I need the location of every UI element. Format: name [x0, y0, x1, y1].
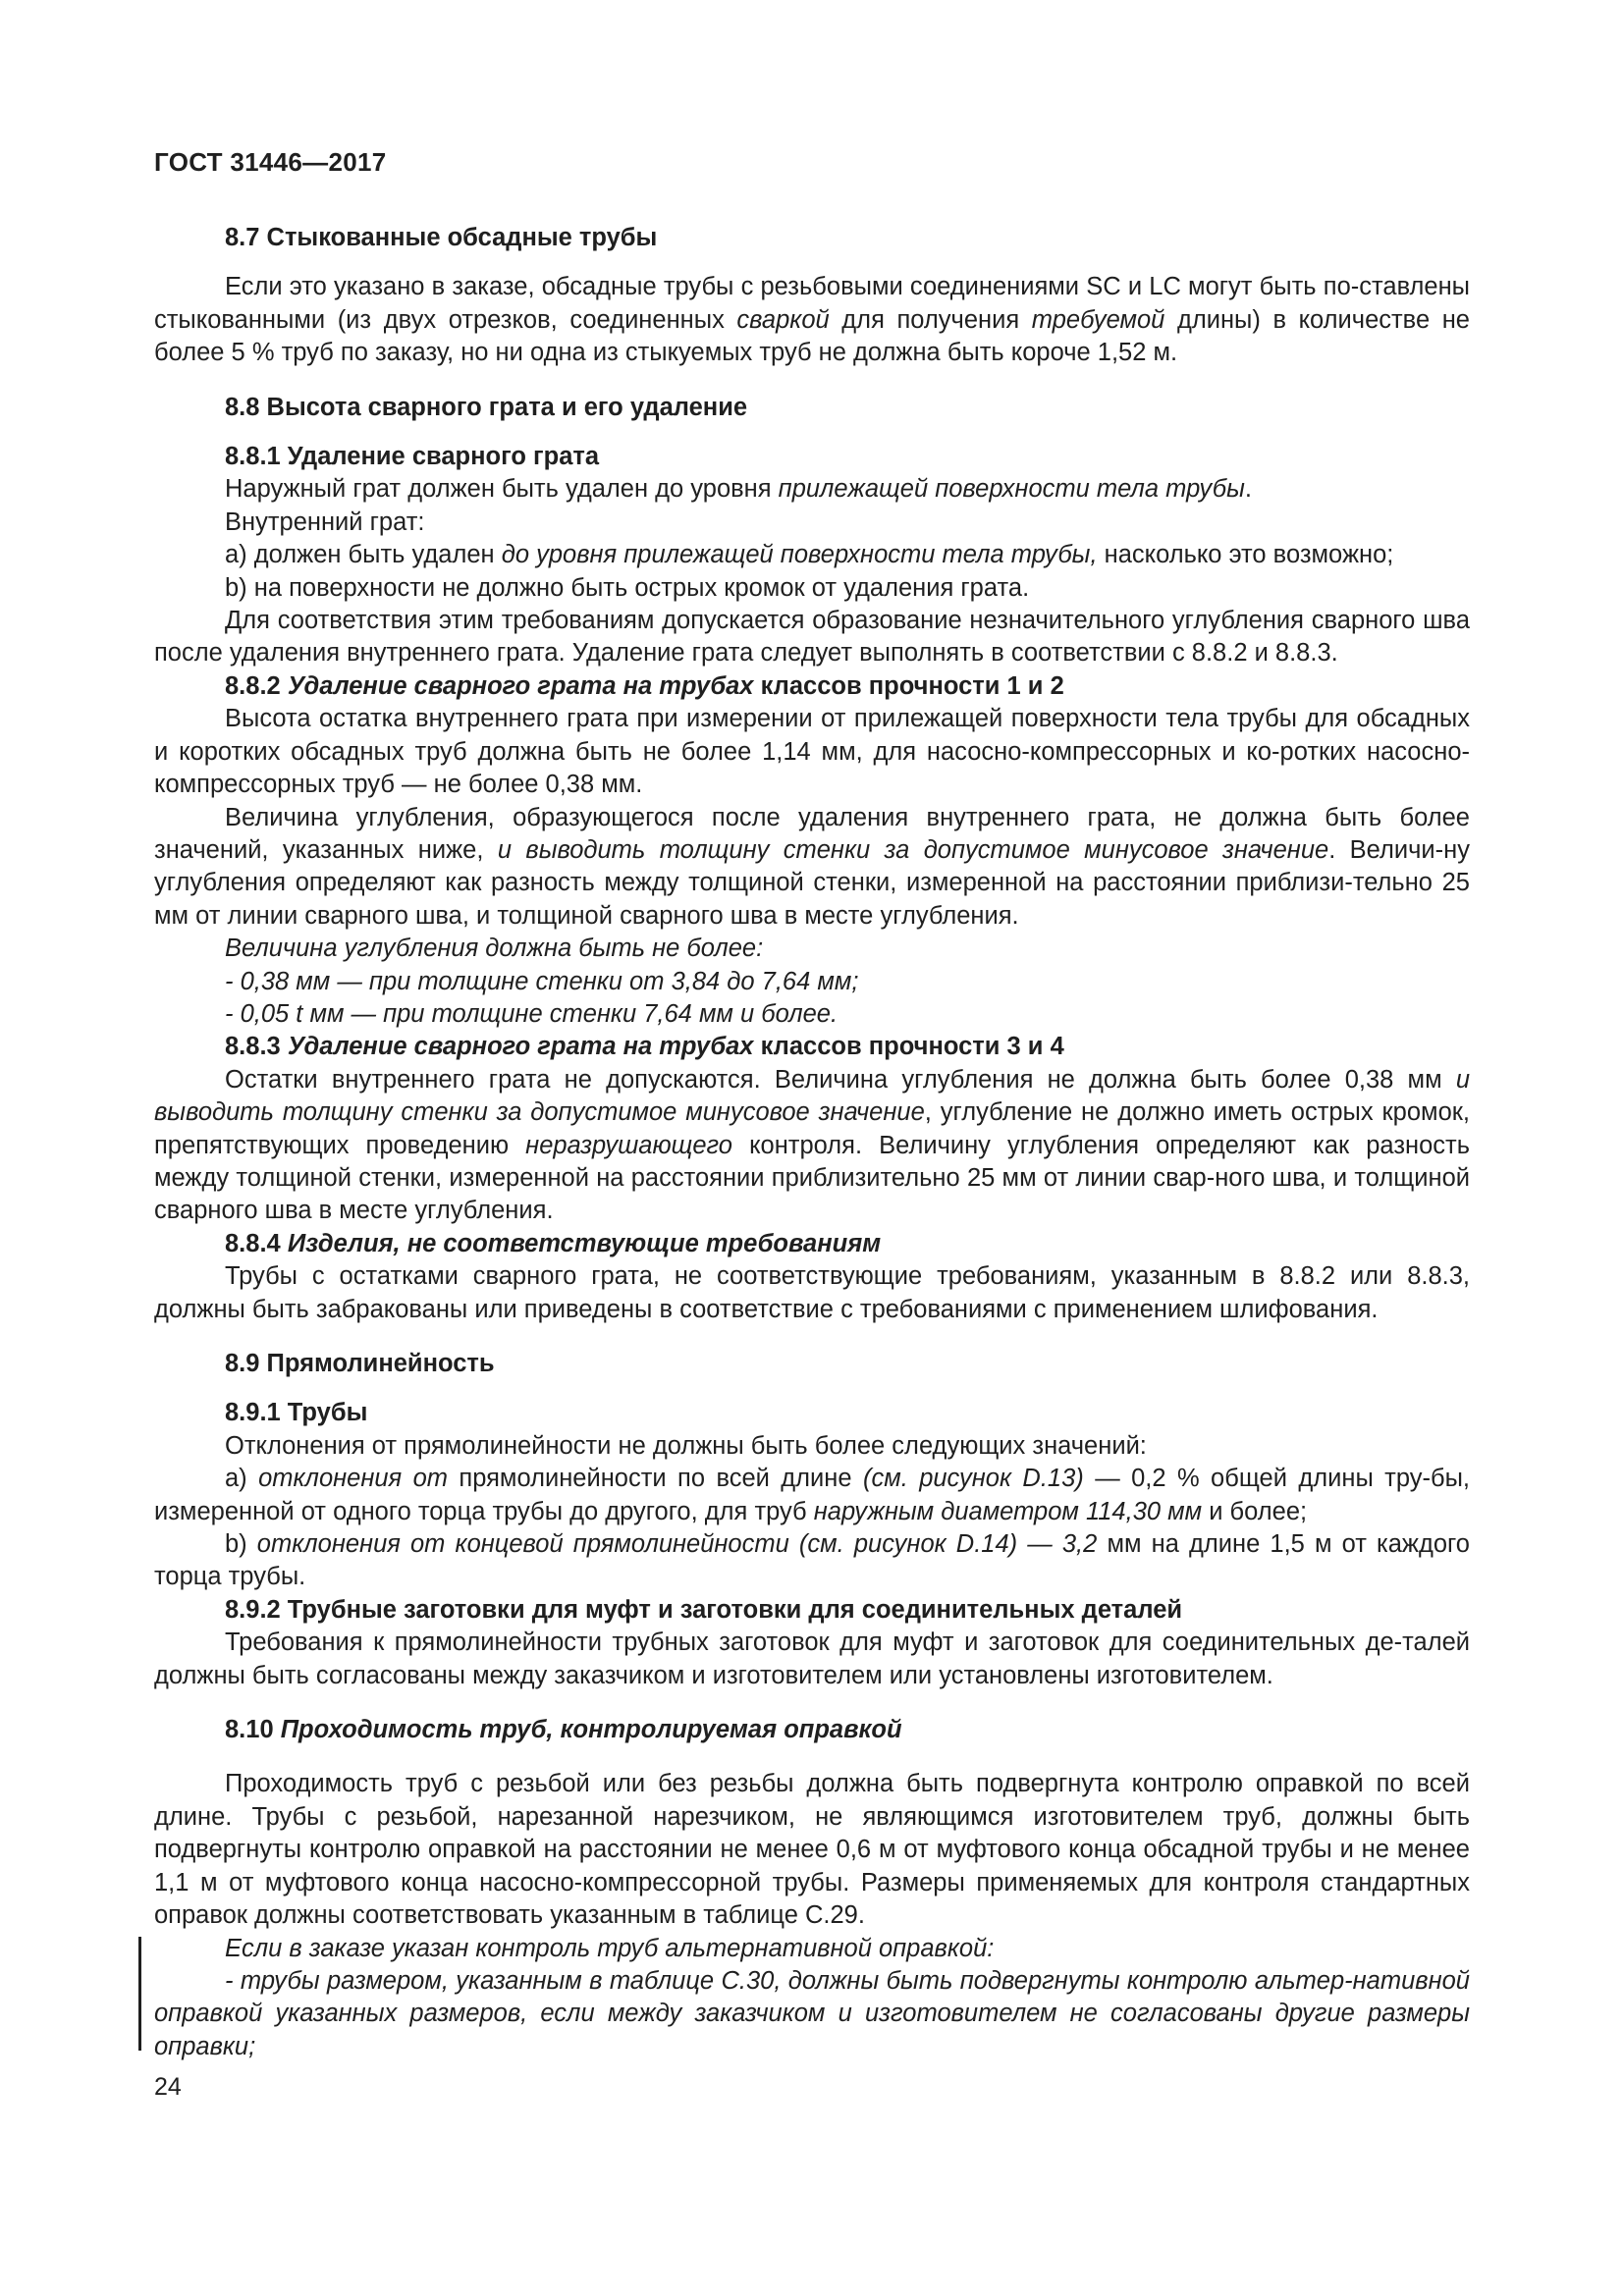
- section-8-8-2-paragraph-1: Высота остатка внутреннего грата при измерении от прилежащей поверхности тела трубы для обсадных и коротких обсадных труб должна быть не более 1,14 мм, для насосно-компрессорных и ко-ротких насосно-компрессорных труб — не более 0,38 мм.: [154, 705, 1470, 799]
- section-8-8-2-title: 8.8.2 Удаление сварного грата на трубах классов прочности 1 и 2: [225, 671, 1064, 700]
- document-header: ГОСТ 31446—2017: [154, 147, 387, 177]
- section-8-8-2-limit-1: - 0,38 мм — при толщине стенки от 3,84 до 7,64 мм;: [225, 967, 859, 995]
- section-8-8-1-item-a: a) должен быть удален до уровня прилежащей поверхности тела трубы, насколько это возможно;: [225, 541, 1394, 569]
- section-8-8-title: 8.8 Высота сварного грата и его удаление: [225, 393, 748, 421]
- section-8-8-1-paragraph: Наружный грат должен быть удален до уровня прилежащей поверхности тела трубы.: [225, 475, 1252, 504]
- section-8-8-3-paragraph: Остатки внутреннего грата не допускаются. Величина углубления не должна быть более 0,38 мм и выводить толщину стенки за допустимое минусовое значение, углубление не должно иметь острых кромок, препятствующих проведению неразрушающего контроля. Величину углубления определяют как разность между толщиной стенки, измеренной на расстоянии приблизительно 25 мм от линии свар-ного шва, и толщиной сварного шва в месте углубления.: [154, 1065, 1470, 1225]
- document-body: [154, 222, 1470, 2063]
- section-8-9-2-title: 8.9.2 Трубные заготовки для муфт и заготовки для соединительных деталей: [225, 1595, 1183, 1624]
- section-8-8-1-title: 8.8.1 Удаление сварного грата: [225, 443, 600, 471]
- section-8-8-3-title: 8.8.3 Удаление сварного грата на трубах классов прочности 3 и 4: [225, 1033, 1064, 1061]
- section-8-8-4-paragraph: Трубы с остатками сварного грата, не соответствующие требованиям, указанным в 8.8.2 или 8.8.3, должны быть забракованы или приведены в соответствие с требованиями с применением шлифования.: [154, 1262, 1470, 1323]
- change-marker-bar: [138, 1937, 141, 2051]
- section-8-9-1-title: 8.9.1 Трубы: [225, 1399, 368, 1427]
- section-8-10-title: 8.10 Проходимость труб, контролируемая оправкой: [225, 1716, 902, 1744]
- section-8-10-paragraph-3: - трубы размером, указанным в таблице C.30, должны быть подвергнуты контролю альтер-нативной оправкой указанных размеров, если между заказчиком и изготовителем не согласованы другие размеры оправки;: [154, 1966, 1470, 2060]
- section-8-7-title: 8.7 Стыкованные обсадные трубы: [225, 224, 658, 251]
- section-8-8-1-inner-grat: Внутренний грат:: [225, 507, 425, 536]
- section-8-8-2-limit-2: - 0,05 t мм — при толщине стенки 7,64 мм и более.: [225, 999, 839, 1028]
- section-8-9-2-paragraph: Требования к прямолинейности трубных заготовок для муфт и заготовок для соединительных де-талей должны быть согласованы между заказчиком и изготовителем или установлены изготовителем.: [154, 1629, 1470, 1689]
- page-number: 24: [154, 2073, 182, 2101]
- section-8-10-paragraph-2: Если в заказе указан контроль труб альтернативной оправкой:: [225, 1934, 995, 1962]
- section-8-8-1-note: Для соответствия этим требованиям допускается образование незначительного углубления сварного шва после удаления внутреннего грата. Удаление грата следует выполнять в соответствии с 8.8.2 и 8.8.3.: [154, 607, 1470, 667]
- section-8-8-2-limit-intro: Величина углубления должна быть не более:: [225, 934, 764, 963]
- section-8-8-2-paragraph-2: Величина углубления, образующегося после удаления внутреннего грата, не должна быть более значений, указанных ниже, и выводить толщину стенки за допустимое минусовое значение. Величи-ну углубления определяют как разность между толщиной стенки, измеренной на расстоянии приблизи-тельно 25 мм от линии сварного шва, и толщиной сварного шва в месте углубления.: [154, 803, 1470, 930]
- section-8-8-4-title: 8.8.4 Изделия, не соответствующие требованиям: [225, 1229, 882, 1257]
- section-8-10-paragraph-1: Проходимость труб с резьбой или без резьбы должна быть подвергнута контролю оправкой по всей длине. Трубы с резьбой, нарезанной нарезчиком, не являющимся изготовителем труб, должны быть подвергнуты контролю оправкой на расстоянии не менее 0,6 м от муфтового конца обсадной трубы и не менее 1,1 м от муфтового конца насосно-компрессорной трубы. Размеры применяемых для контроля стандартных оправок должны соответствовать указанным в таблице C.29.: [154, 1770, 1470, 1930]
- section-8-9-1-paragraph: Отклонения от прямолинейности не должны быть более следующих значений:: [225, 1431, 1147, 1460]
- section-8-9-1-item-b: b) отклонения от концевой прямолинейности (см. рисунок D.14) — 3,2 мм на длине 1,5 м от каждого торца трубы.: [154, 1530, 1470, 1591]
- section-8-8-1-item-b: b) на поверхности не должно быть острых кромок от удаления грата.: [225, 573, 1030, 602]
- section-8-9-1-item-a: a) отклонения от прямолинейности по всей длине (см. рисунок D.13) — 0,2 % общей длины тру-бы, измеренной от одного торца трубы до другого, для труб наружным диаметром 114,30 мм и более;: [154, 1465, 1471, 1525]
- section-8-9-title: 8.9 Прямолинейность: [225, 1350, 495, 1377]
- section-8-7-paragraph: Если это указано в заказе, обсадные трубы с резьбовыми соединениями SC и LC могут быть по-ставлены стыкованными (из двух отрезков, соединенных сваркой для получения требуемой длины) в количестве не более 5 % труб по заказу, но ни одна из стыкуемых труб не должна быть короче 1,52 м.: [154, 273, 1470, 367]
